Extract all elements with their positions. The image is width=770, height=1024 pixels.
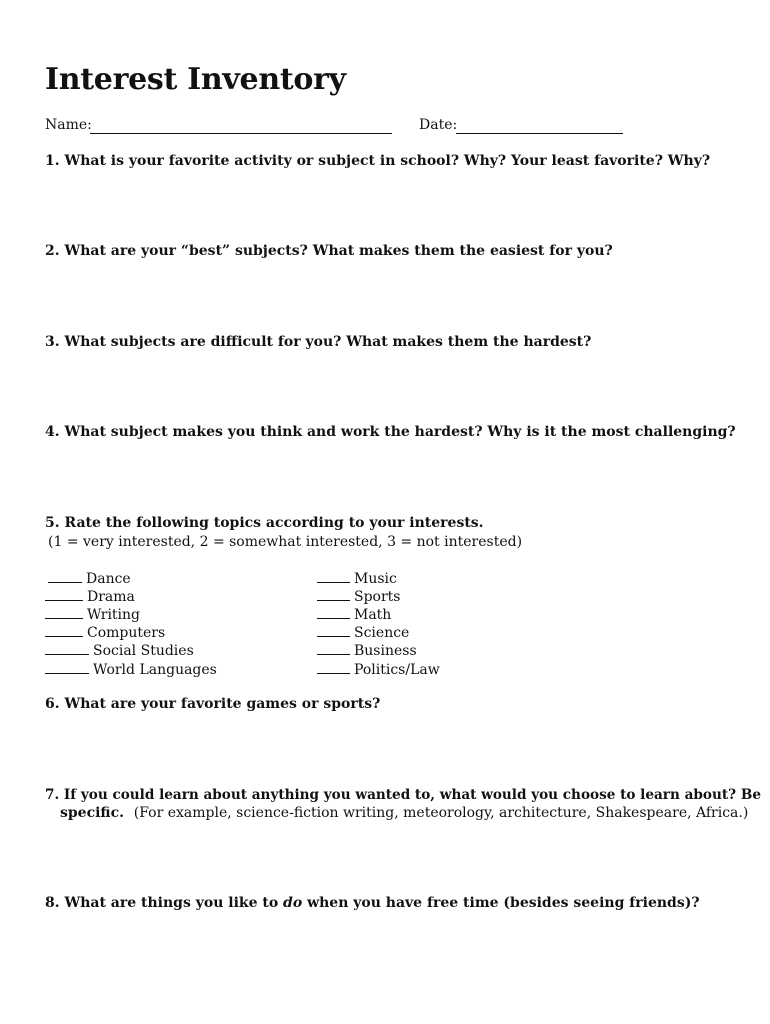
topic-label: Writing	[87, 607, 141, 623]
rating-blank[interactable]	[317, 660, 350, 674]
question-8-emphasis: do	[283, 895, 303, 911]
question-4: 4. What subject makes you think and work the hardest? Why is it the most challenging?	[45, 424, 736, 440]
topic-label: Math	[354, 607, 392, 623]
topic-label: Dance	[86, 571, 131, 587]
topic-label: Business	[354, 643, 417, 659]
rating-blank[interactable]	[317, 641, 350, 655]
rating-blank[interactable]	[45, 605, 83, 619]
rating-blank[interactable]	[45, 623, 83, 637]
question-3: 3. What subjects are difficult for you? What makes them the hardest?	[45, 334, 592, 350]
topic-label: Sports	[354, 589, 401, 605]
rating-item-social-studies	[45, 641, 194, 659]
question-7-specific: specific.	[60, 805, 124, 821]
rating-blank[interactable]	[317, 623, 350, 637]
topic-label: Social Studies	[93, 643, 194, 659]
topic-label: Computers	[87, 625, 166, 641]
name-label: Name:	[45, 117, 92, 133]
rating-item-writing	[45, 605, 140, 623]
rating-blank[interactable]	[48, 569, 82, 583]
rating-blank[interactable]	[45, 587, 83, 601]
question-2: 2. What are your “best” subjects? What makes them the easiest for you?	[45, 243, 613, 259]
question-6: 6. What are your favorite games or sports?	[45, 696, 381, 712]
question-8-start: 8. What are things you like to	[45, 895, 279, 911]
rating-item-math	[317, 605, 391, 623]
question-8	[45, 895, 700, 911]
topic-label: Politics/Law	[354, 662, 440, 678]
question-7-line-1: 7. If you could learn about anything you wanted to, what would you choose to learn about? Be	[45, 787, 761, 803]
question-8-end: when you have free time (besides seeing friends)?	[307, 895, 700, 911]
topic-label: Science	[354, 625, 410, 641]
date-label: Date:	[419, 117, 458, 133]
rating-blank[interactable]	[317, 605, 350, 619]
topic-label: World Languages	[93, 662, 217, 678]
rating-blank[interactable]	[317, 569, 350, 583]
date-field[interactable]	[456, 133, 623, 134]
rating-blank[interactable]	[317, 587, 350, 601]
rating-item-business	[317, 641, 417, 659]
rating-item-drama	[45, 587, 135, 605]
rating-blank[interactable]	[45, 641, 89, 655]
rating-item-world-languages	[45, 660, 217, 678]
topic-label: Music	[354, 571, 397, 587]
rating-blank[interactable]	[45, 660, 89, 674]
topic-label: Drama	[87, 589, 135, 605]
rating-item-dance	[48, 569, 131, 587]
question-1: 1. What is your favorite activity or subject in school? Why? Your least favorite? Why?	[45, 153, 711, 169]
rating-item-music	[317, 569, 397, 587]
page-title: Interest Inventory	[45, 62, 346, 97]
name-field[interactable]	[90, 133, 392, 134]
rating-item-computers	[45, 623, 165, 641]
question-5: 5. Rate the following topics according to your interests.	[45, 515, 484, 531]
rating-item-sports	[317, 587, 400, 605]
rating-scale-note: (1 = very interested, 2 = somewhat interested, 3 = not interested)	[48, 534, 523, 550]
question-7-examples: (For example, science-fiction writing, meteorology, architecture, Shakespeare, Africa.)	[133, 805, 749, 821]
rating-item-science	[317, 623, 409, 641]
question-7-line-2	[60, 805, 748, 821]
rating-item-politics-law	[317, 660, 440, 678]
